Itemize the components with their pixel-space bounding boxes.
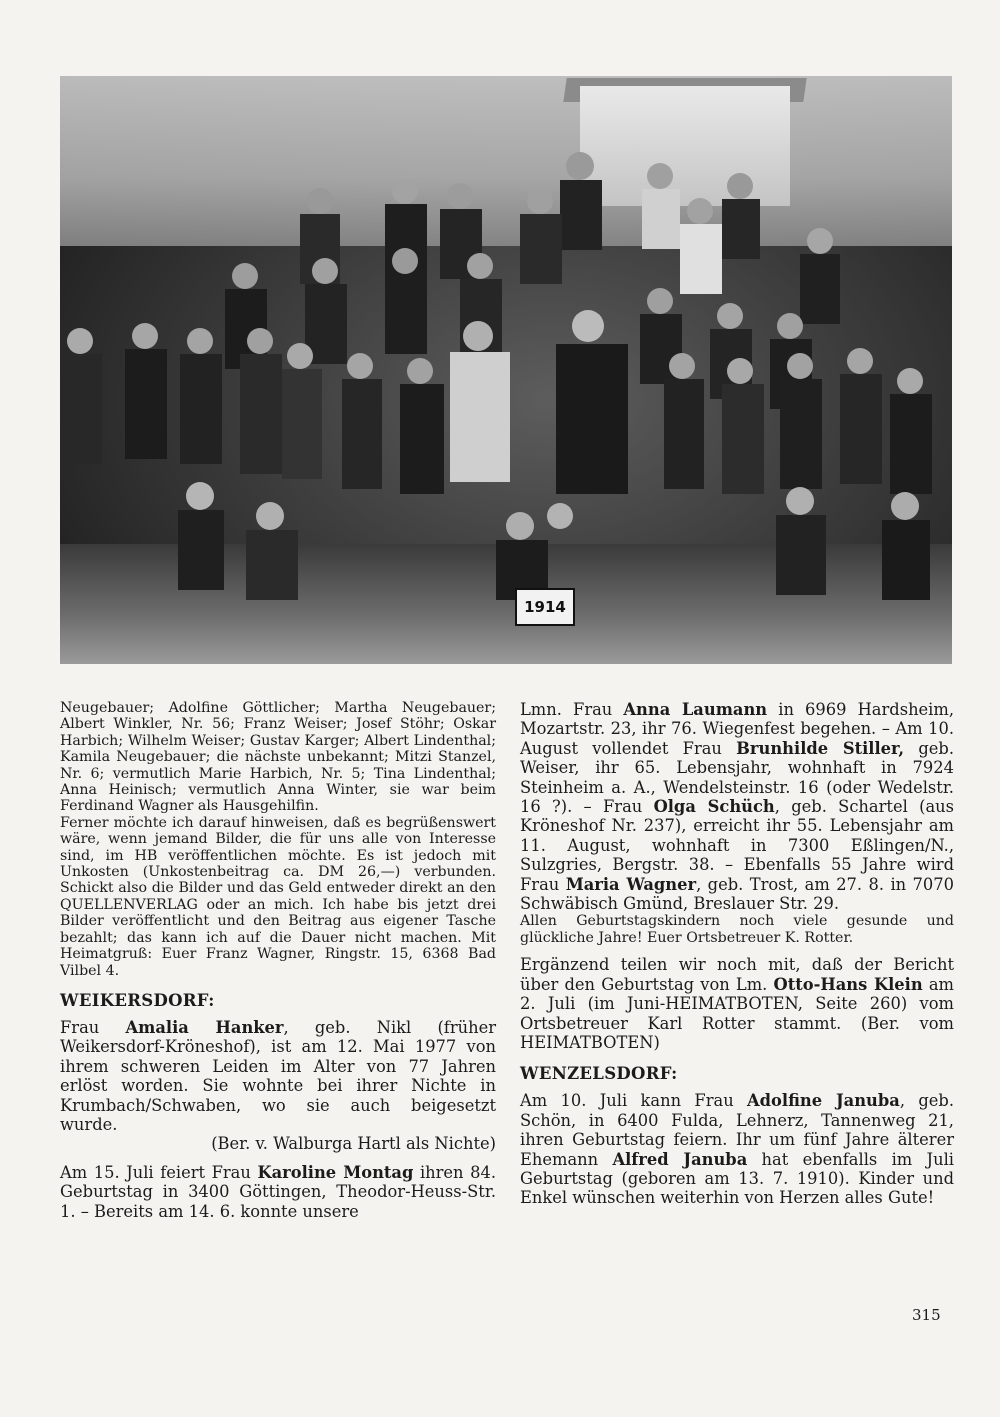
bold-name: Maria Wagner: [565, 874, 697, 894]
text-segment: ihren 84. Geburtstag in 3400 Göttingen, Theodor-Heuss-Str. 1. – Bereits am 14. 6. konnte unsere: [60, 1162, 496, 1221]
text-segment: in 6969 Hardsheim, Mozartstr. 23, ihr 76. Wiegenfest begehen. – Am 10. August vollendet Frau: [520, 700, 955, 758]
bold-name: Amalia Hanker: [125, 1017, 284, 1037]
heading-weikersdorf: WEIKERSDORF:: [60, 990, 215, 1010]
text-segment: am 2. Juli (im Juni-HEIMATBOTEN, Seite 260) vom Ortsbetreuer Karl Rotter stammt. (Ber. vom HEIMATBOTEN): [520, 974, 954, 1052]
text-segment: , geb. Schön, in 6400 Fulda, Lehnerz, Tannenweg 21, ihren Geburtstag feiern. Ihr um fünf Jahre älterer Ehemann: [520, 1091, 954, 1169]
text-segment: Am 15. Juli feiert Frau: [60, 1162, 258, 1182]
januba-paragraph: [520, 1091, 954, 1207]
text-segment: geb. Weiser, ihr 65. Lebensjahr, wohnhaft in 7924 Steinheim a. A., Wendelsteinstr. 16 (oder Wedelstr. 16 ?). – Frau: [520, 738, 954, 817]
text-segment: hat ebenfalls im Juli Geburtstag (geboren am 13. 7. 1910). Kinder und Enkel wünschen weiterhin von Herzen alles Gute!: [520, 1149, 954, 1208]
name-list-paragraph: Neugebauer; Adolfine Göttlicher; Martha Neugebauer; Albert Winkler, Nr. 56; Franz Weiser; Josef Stöhr; Oskar Harbich; Wilhelm Weiser; Gustav Karger; Albert Lindenthal; Kamila Neugebauer; die nächste unbekannt; Mitzi Stanzel, Nr. 6; vermutlich Marie Harbich, Nr. 5; Tina Lindenthal; Anna Heinisch; vermutlich Anna Winter, sie war beim Ferdinand Wagner als Hausgehilfin.: [60, 700, 496, 815]
request-paragraph: Ferner möchte ich darauf hinweisen, daß es begrüßenswert wäre, wenn jemand Bilder, die für uns alle von Interesse sind, im HB veröffentlichen möchte. Es ist jedoch mit Unkosten (Unkostenbeitrag ca. DM 26,—) verbunden. Schickt also die Bilder und das Geld entweder direkt an den QUELLENVERLAG oder an mich. Ich habe bis jetzt drei Bilder veröffentlicht und den Beitrag aus eigener Tasche bezahlt; das kann ich auf die Dauer nicht machen. Mit Heimatgruß: Euer Franz Wagner, Ringstr. 15, 6368 Bad Vilbel 4.: [60, 814, 496, 979]
bold-name: Karoline Montag: [257, 1162, 414, 1182]
bold-name: Anna Laumann: [623, 700, 768, 719]
birthday-paragraph: [60, 1163, 496, 1221]
right-column: [520, 700, 954, 1208]
bold-name: Olga Schüch: [653, 797, 775, 817]
heading-wenzelsdorf: WENZELSDORF:: [520, 1064, 678, 1084]
text-segment: , geb. Nikl (früher Weikersdorf-Kröneshof), ist am 12. Mai 1977 von ihrem schweren Leiden im Alter von 77 Jahren erlöst worden. Sie wohnte bei ihrer Nichte in Krumbach/Schwaben, wo sie auch beigesetzt wurde.: [60, 1017, 497, 1134]
bold-name: Otto-Hans Klein: [773, 974, 923, 994]
text-segment: Ergänzend teilen wir noch mit, daß der Bericht über den Geburtstag von Lm.: [520, 955, 954, 994]
bold-name: Brunhilde Stiller,: [736, 738, 905, 758]
obituary-source: (Ber. v. Walburga Hartl als Nichte): [211, 1134, 496, 1154]
left-column: [60, 700, 496, 1221]
page-number: 315: [912, 1306, 941, 1324]
greeting-paragraph: Allen Geburtstagskindern noch viele gesunde und glückliche Jahre! Euer Ortsbetreuer K. Rotter.: [520, 913, 954, 946]
class-photo: [60, 76, 952, 664]
text-segment: , geb. Schartel (aus Kröneshof Nr. 237), erreicht ihr 55. Lebensjahr am 11. August, wohnhaft in 7300 Eßlingen/N., Sulzgries, Bergstr. 38. – Ebenfalls 55 Jahre wird Frau: [520, 797, 954, 894]
bold-name: Alfred Januba: [612, 1149, 748, 1169]
obituary-paragraph: [60, 1018, 496, 1134]
photo-year-slate: 1914: [515, 588, 575, 626]
text-segment: Am 10. Juli kann Frau: [520, 1091, 748, 1111]
birthdays-paragraph: [520, 700, 954, 913]
text-segment: , geb. Trost, am 27. 8. in 7070 Schwäbisch Gmünd, Breslauer Str. 29.: [520, 874, 954, 914]
bold-name: Adolfine Januba: [747, 1091, 900, 1111]
addendum-paragraph: [520, 955, 954, 1052]
text-segment: Lmn. Frau: [520, 700, 624, 719]
text-segment: Frau: [60, 1017, 126, 1037]
photo-people: [60, 76, 952, 664]
